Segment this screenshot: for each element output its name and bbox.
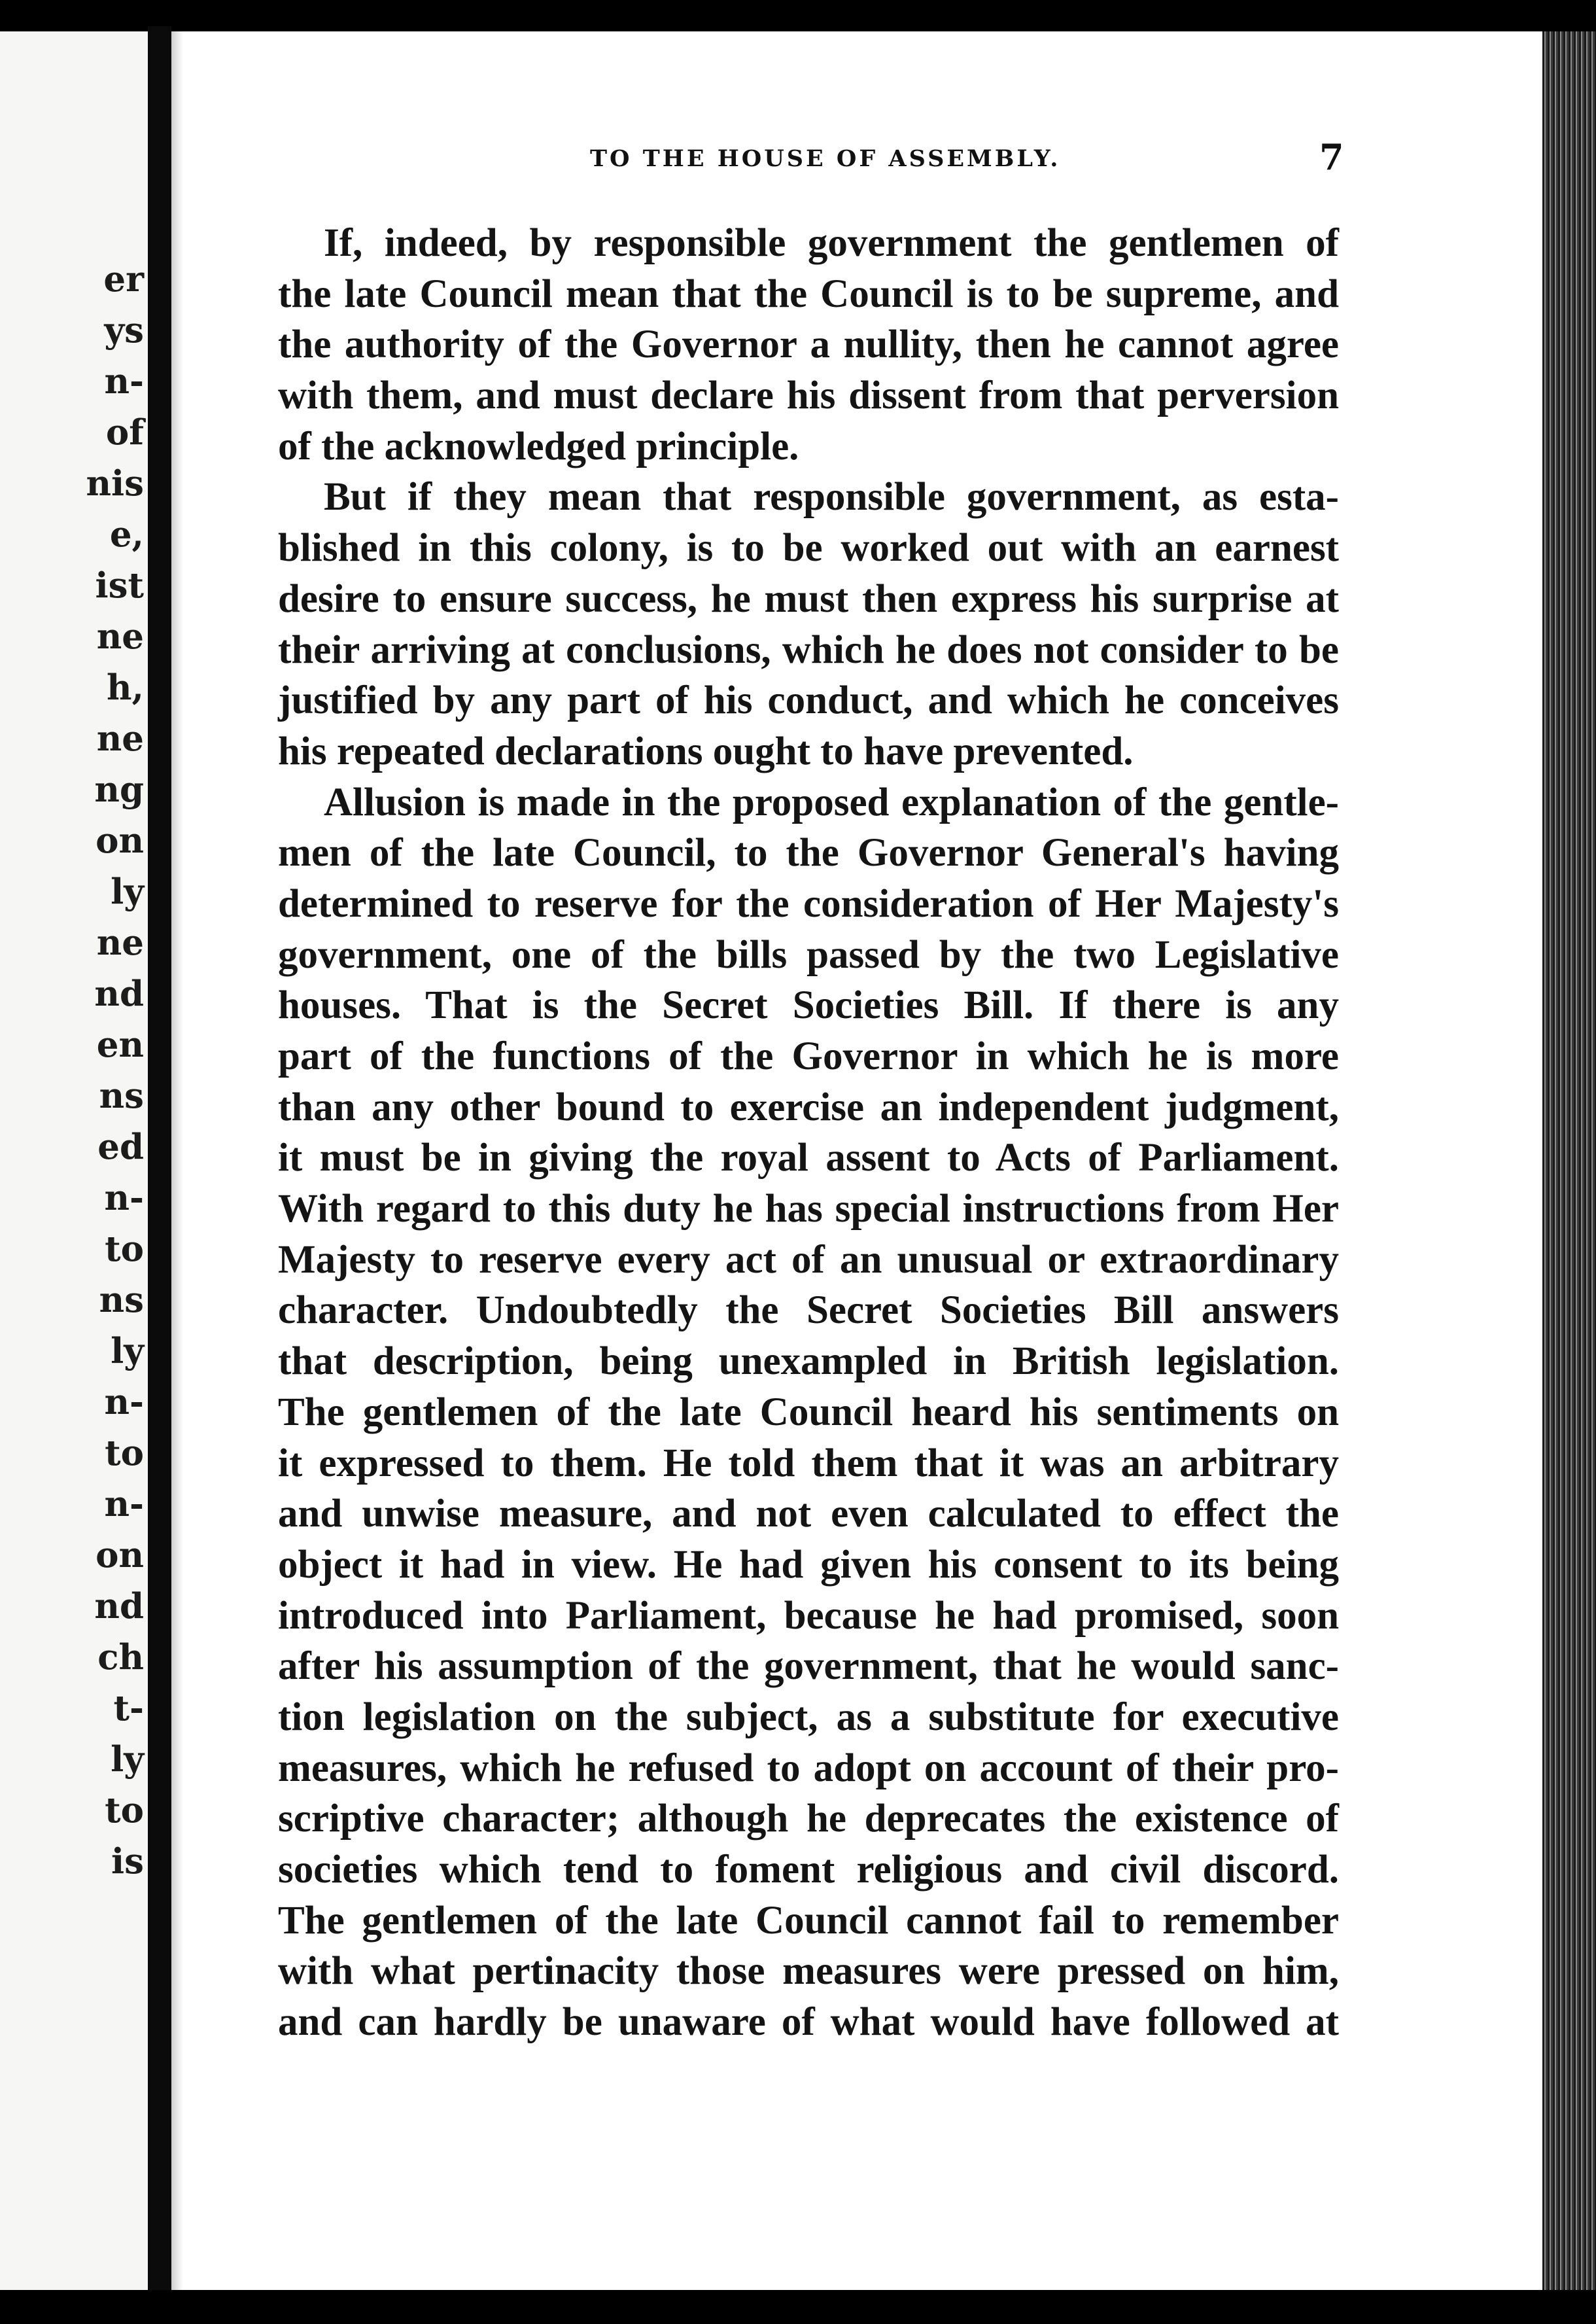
- facing-line: to: [105, 1790, 144, 1831]
- facing-line: of: [105, 412, 144, 453]
- text-line: introduced into Parliament, because he had promised, soon: [278, 1593, 1339, 1638]
- facing-line: n-: [104, 1484, 144, 1524]
- page-number: 7: [1319, 136, 1344, 178]
- text-line: the authority of the Governor a nullity, then he cannot agree: [278, 323, 1339, 367]
- facing-line: n-: [104, 361, 144, 402]
- facing-line: ne: [96, 923, 144, 963]
- text-line: than any other bound to exercise an independent judgment,: [278, 1085, 1339, 1129]
- facing-line: n-: [104, 1382, 144, 1422]
- text-line: after his assumption of the government, that he would sanc-: [278, 1644, 1339, 1689]
- text-line: government, one of the bills passed by the two Legislative: [278, 932, 1339, 977]
- facing-line: ist: [95, 565, 144, 606]
- text-line: But if they mean that responsible government, as esta-: [324, 475, 1339, 519]
- facing-line: is: [111, 1841, 144, 1882]
- text-line: men of the late Council, to the Governor General's having: [278, 831, 1339, 875]
- facing-line: e,: [109, 514, 144, 555]
- text-line: the late Council mean that the Council is to be supreme, and: [278, 272, 1339, 316]
- facing-line: on: [95, 820, 144, 861]
- facing-line: nis: [86, 463, 144, 504]
- running-head: [275, 136, 1504, 185]
- text-line: scriptive character; although he deprecates the existence of: [278, 1797, 1339, 1841]
- text-line: that description, being unexampled in British legislation.: [278, 1339, 1339, 1384]
- text-line: If, indeed, by responsible government the gentlemen of: [324, 221, 1339, 265]
- facing-line: to: [105, 1229, 144, 1269]
- facing-line: ys: [104, 310, 144, 351]
- page-shadow: [171, 31, 183, 2290]
- text-line: blished in this colony, is to be worked out with an earnest: [278, 526, 1339, 571]
- facing-line: to: [105, 1433, 144, 1473]
- text-line: determined to reserve for the consideration of Her Majesty's: [278, 881, 1339, 926]
- facing-line: en: [96, 1025, 144, 1065]
- text-line: The gentlemen of the late Council heard his sentiments on: [278, 1390, 1339, 1434]
- body-text: [278, 218, 1339, 2048]
- scan-border-top: [0, 0, 1596, 31]
- facing-line: n-: [104, 1178, 144, 1218]
- facing-line: h,: [107, 667, 144, 708]
- running-title: TO THE HOUSE OF ASSEMBLY.: [590, 145, 1061, 172]
- text-line: and can hardly be unaware of what would have followed at: [278, 2000, 1339, 2045]
- text-line: societies which tend to foment religious and civil discord.: [278, 1848, 1339, 1892]
- facing-line: ch: [97, 1637, 144, 1678]
- text-line: measures, which he refused to adopt on account of their pro-: [278, 1746, 1339, 1790]
- facing-line: ly: [111, 872, 144, 912]
- text-line: desire to ensure success, he must then express his surprise at: [278, 576, 1339, 621]
- facing-line: ns: [99, 1280, 144, 1320]
- facing-line: on: [95, 1535, 144, 1576]
- facing-line: ly: [111, 1331, 144, 1371]
- text-line: object it had in view. He had given his consent to its being: [278, 1542, 1339, 1587]
- text-line: with what pertinacity those measures were pressed on him,: [278, 1949, 1339, 1994]
- text-line: Allusion is made in the proposed explanation of the gentle-: [324, 780, 1339, 824]
- text-line: and unwise measure, and not even calculated to effect the: [278, 1492, 1339, 1536]
- text-line: tion legislation on the subject, as a substitute for executive: [278, 1695, 1339, 1739]
- page-edges: [1542, 31, 1596, 2290]
- facing-line: ne: [96, 616, 144, 657]
- text-line: The gentlemen of the late Council cannot fail to remember: [278, 1898, 1339, 1943]
- text-line: character. Undoubtedly the Secret Societies Bill answers: [278, 1288, 1339, 1333]
- scan-border-bottom: [0, 2290, 1596, 2324]
- facing-line: nd: [94, 974, 144, 1014]
- facing-line: ns: [99, 1076, 144, 1116]
- facing-line: er: [103, 259, 144, 300]
- text-line: With regard to this duty he has special instructions from Her: [278, 1187, 1339, 1231]
- facing-page-text: [0, 254, 148, 1887]
- text-line: it must be in giving the royal assent to Acts of Parliament.: [278, 1136, 1339, 1180]
- text-line: Majesty to reserve every act of an unusual or extraordinary: [278, 1237, 1339, 1282]
- facing-line: ng: [94, 769, 144, 810]
- text-line: it expressed to them. He told them that it was an arbitrary: [278, 1441, 1339, 1485]
- facing-line: ne: [96, 718, 144, 759]
- text-line: houses. That is the Secret Societies Bill. If there is any: [278, 983, 1339, 1028]
- facing-line: ed: [97, 1127, 144, 1167]
- text-line: justified by any part of his conduct, and which he conceives: [278, 678, 1339, 723]
- text-line: with them, and must declare his dissent from that perversion: [278, 374, 1339, 418]
- facing-page: [0, 31, 148, 2290]
- facing-line: ly: [111, 1739, 144, 1780]
- book-gutter: [148, 26, 171, 2297]
- text-line: of the acknowledged principle.: [278, 424, 799, 468]
- text-line: his repeated declarations ought to have prevented.: [278, 729, 1134, 773]
- text-line: their arriving at conclusions, which he does not consider to be: [278, 627, 1339, 672]
- facing-line: t-: [113, 1688, 144, 1729]
- facing-line: nd: [94, 1586, 144, 1627]
- text-line: part of the functions of the Governor in which he is more: [278, 1034, 1339, 1078]
